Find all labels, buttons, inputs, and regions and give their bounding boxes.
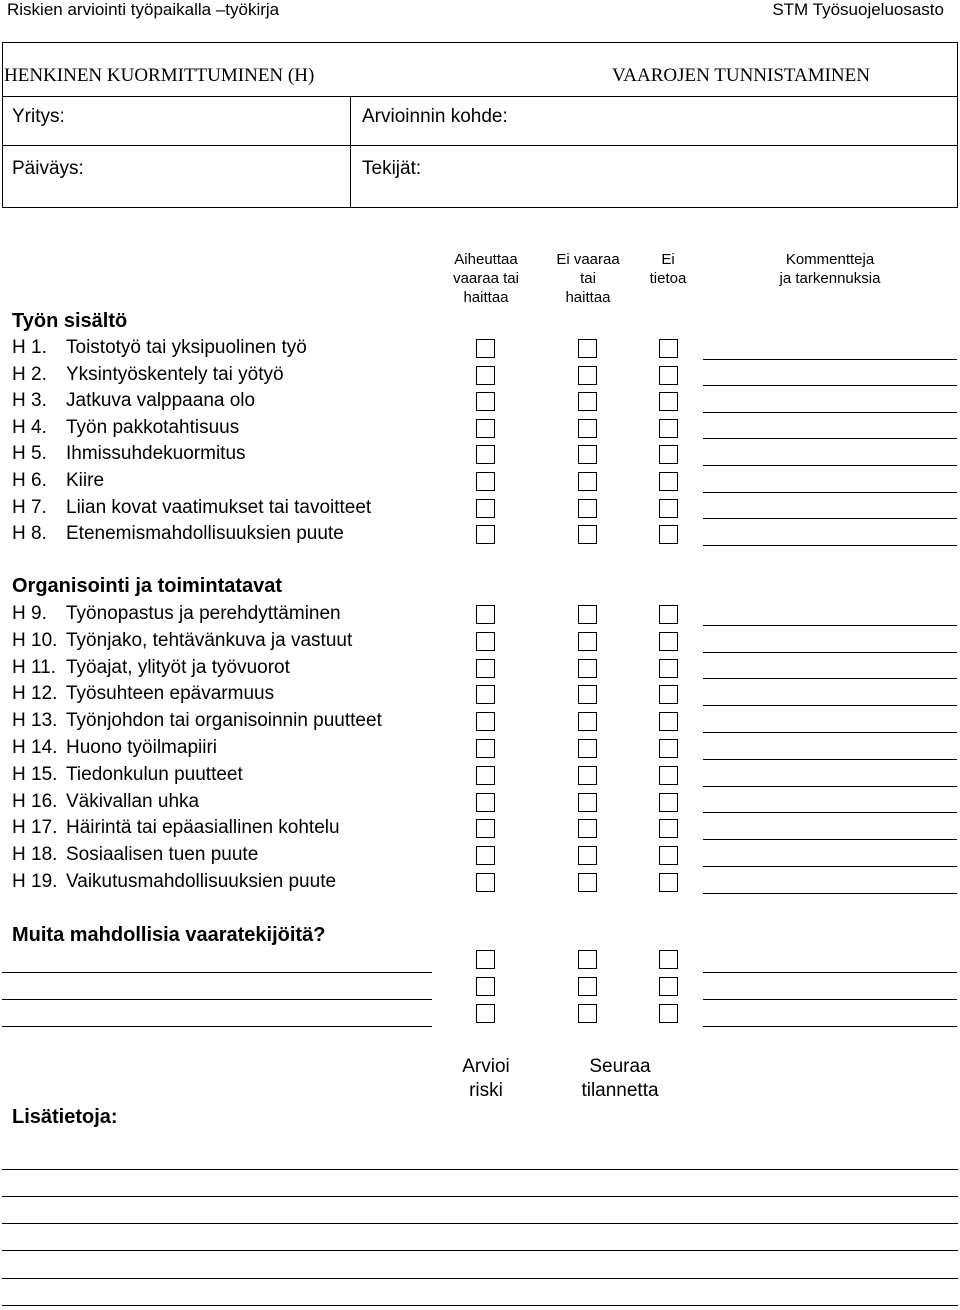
- comment-line[interactable]: [703, 385, 957, 386]
- hazard-label: Etenemismahdollisuuksien puute: [66, 523, 344, 545]
- checkbox-no-info[interactable]: [659, 793, 678, 812]
- checkbox-no-hazard[interactable]: [578, 339, 597, 358]
- checkbox-causes-hazard[interactable]: [476, 632, 495, 651]
- hazard-label: Vaikutusmahdollisuuksien puute: [66, 871, 337, 892]
- checkbox-causes-hazard[interactable]: [476, 525, 495, 544]
- authors-field[interactable]: [440, 150, 950, 202]
- checkbox-causes-hazard[interactable]: [476, 339, 495, 358]
- hazard-code: H 11.: [12, 656, 57, 678]
- hazard-row: [0, 844, 960, 871]
- checkbox-no-hazard[interactable]: [578, 766, 597, 785]
- checkbox-no-hazard[interactable]: [578, 846, 597, 865]
- checkbox-no-info[interactable]: [659, 873, 678, 892]
- checkbox-no-info[interactable]: [659, 685, 678, 704]
- hazard-label: Häirintä tai epäasiallinen kohtelu: [66, 817, 340, 839]
- checkbox-no-info[interactable]: [659, 366, 678, 385]
- checkbox-no-info[interactable]: [659, 445, 678, 464]
- section-title-organisation: Organisointi ja toimintatavat: [12, 575, 283, 597]
- hazard-code: H 5.: [12, 443, 47, 465]
- column-header-comments: Kommentteja ja tarkennuksia: [779, 251, 881, 287]
- additional-info-line[interactable]: [2, 1196, 958, 1197]
- checkbox-no-hazard[interactable]: [578, 605, 597, 624]
- column-header-no-info: Ei tietoa: [649, 251, 687, 287]
- hazard-label: Työnjohdon tai organisoinnin puutteet: [66, 710, 382, 732]
- checkbox-no-info[interactable]: [659, 419, 678, 438]
- hazard-code: H 4.: [12, 416, 47, 438]
- date-field[interactable]: [95, 150, 345, 202]
- hazard-label: Tiedonkulun puutteet: [66, 763, 243, 785]
- checkbox-causes-hazard[interactable]: [476, 739, 495, 758]
- checkbox-no-hazard[interactable]: [578, 525, 597, 544]
- comment-line[interactable]: [703, 786, 957, 787]
- hazard-label: Yksintyöskentely tai yötyö: [66, 363, 284, 385]
- checkbox-causes-hazard[interactable]: [476, 766, 495, 785]
- authors-label: Tekijät:: [362, 158, 422, 179]
- comment-line[interactable]: [703, 465, 957, 466]
- hazard-row: [0, 791, 960, 818]
- comment-line[interactable]: [703, 545, 957, 546]
- checkbox-causes-hazard[interactable]: [476, 445, 495, 464]
- comment-line[interactable]: [703, 625, 957, 626]
- checkbox-causes-hazard[interactable]: [476, 685, 495, 704]
- checkbox-no-info[interactable]: [659, 739, 678, 758]
- date-label: Päiväys:: [12, 158, 84, 179]
- hazard-code: H 10.: [12, 629, 58, 651]
- comment-line[interactable]: [703, 678, 957, 679]
- comment-line[interactable]: [703, 518, 957, 519]
- comment-line[interactable]: [703, 1026, 957, 1027]
- hazard-row: [0, 871, 960, 898]
- checkbox-no-info[interactable]: [659, 525, 678, 544]
- additional-info-line[interactable]: [2, 1305, 958, 1306]
- comment-line[interactable]: [703, 759, 957, 760]
- comment-line[interactable]: [703, 866, 957, 867]
- checkbox-no-info[interactable]: [659, 632, 678, 651]
- follow-up-header: Seuraa tilannetta: [581, 1056, 659, 1101]
- checkbox-causes-hazard[interactable]: [476, 419, 495, 438]
- hazard-code: H 16.: [12, 790, 58, 812]
- section-title-work-content: Työn sisältö: [12, 310, 128, 332]
- additional-info-line[interactable]: [2, 1169, 958, 1170]
- other-hazard-line[interactable]: [2, 1026, 432, 1027]
- additional-info-line[interactable]: [2, 1278, 958, 1279]
- comment-line[interactable]: [703, 732, 957, 733]
- comment-line[interactable]: [703, 839, 957, 840]
- checkbox-no-hazard[interactable]: [578, 685, 597, 704]
- checkbox-no-hazard[interactable]: [578, 739, 597, 758]
- hazard-code: H 8.: [12, 523, 47, 545]
- checkbox-no-hazard[interactable]: [578, 632, 597, 651]
- checkbox-no-hazard[interactable]: [578, 950, 597, 969]
- checkbox-causes-hazard[interactable]: [476, 950, 495, 969]
- checkbox-no-info[interactable]: [659, 819, 678, 838]
- hazard-label: Kiire: [66, 470, 105, 491]
- hazard-row: [0, 603, 960, 630]
- hazard-row: [0, 364, 960, 391]
- form-divider-vertical: [350, 96, 351, 208]
- checkbox-no-hazard[interactable]: [578, 499, 597, 518]
- checkbox-causes-hazard[interactable]: [476, 472, 495, 491]
- comment-line[interactable]: [703, 492, 957, 493]
- company-field[interactable]: [90, 100, 345, 140]
- checkbox-causes-hazard[interactable]: [476, 659, 495, 678]
- form-divider-mid: [2, 145, 958, 146]
- hazard-code: H 1.: [12, 337, 47, 358]
- comment-line[interactable]: [703, 412, 957, 413]
- checkbox-causes-hazard[interactable]: [476, 793, 495, 812]
- hazard-code: H 2.: [12, 363, 47, 385]
- doc-header-right: STM Työsuojeluosasto: [772, 0, 944, 19]
- hazard-row: [0, 523, 960, 550]
- hazard-label: Työsuhteen epävarmuus: [66, 683, 275, 705]
- checkbox-no-hazard[interactable]: [578, 659, 597, 678]
- checkbox-causes-hazard[interactable]: [476, 605, 495, 624]
- checkbox-no-info[interactable]: [659, 1004, 678, 1023]
- hazard-code: H 13.: [12, 710, 58, 732]
- hazard-label: Jatkuva valppaana olo: [66, 390, 256, 412]
- hazard-label: Ihmissuhdekuormitus: [66, 443, 246, 465]
- checkbox-causes-hazard[interactable]: [476, 499, 495, 518]
- checkbox-no-info[interactable]: [659, 659, 678, 678]
- hazard-code: H 6.: [12, 470, 47, 491]
- checkbox-no-info[interactable]: [659, 712, 678, 731]
- hazard-label: Väkivallan uhka: [66, 790, 200, 812]
- form-subtitle: VAAROJEN TUNNISTAMINEN: [612, 65, 870, 86]
- checkbox-no-info[interactable]: [659, 392, 678, 411]
- hazard-code: H 7.: [12, 496, 47, 518]
- hazard-row: [0, 710, 960, 737]
- hazard-row: [0, 683, 960, 710]
- column-header-no-hazard: Ei vaaraa tai haittaa: [556, 251, 620, 306]
- checkbox-causes-hazard[interactable]: [476, 873, 495, 892]
- checkbox-no-hazard[interactable]: [578, 793, 597, 812]
- hazard-row: [0, 764, 960, 791]
- other-hazards-title: Muita mahdollisia vaaratekijöitä?: [12, 924, 326, 946]
- checkbox-causes-hazard[interactable]: [476, 712, 495, 731]
- checkbox-no-hazard[interactable]: [578, 977, 597, 996]
- hazard-code: H 15.: [12, 763, 58, 785]
- other-hazard-line[interactable]: [2, 972, 432, 973]
- hazard-label: Sosiaalisen tuen puute: [66, 844, 259, 866]
- hazard-code: H 3.: [12, 390, 47, 412]
- other-hazard-line[interactable]: [2, 999, 432, 1000]
- additional-info-line[interactable]: [2, 1223, 958, 1224]
- hazard-code: H 9.: [12, 603, 47, 624]
- hazard-label: Työn pakkotahtisuus: [66, 416, 240, 438]
- hazard-label: Toistotyö tai yksipuolinen työ: [66, 337, 307, 358]
- company-label: Yritys:: [12, 106, 65, 127]
- assess-risk-header: Arvioi riski: [462, 1056, 510, 1101]
- comment-line[interactable]: [703, 652, 957, 653]
- checkbox-causes-hazard[interactable]: [476, 977, 495, 996]
- checkbox-no-hazard[interactable]: [578, 1004, 597, 1023]
- hazard-code: H 14.: [12, 737, 58, 758]
- hazard-row: [0, 443, 960, 470]
- checkbox-no-hazard[interactable]: [578, 712, 597, 731]
- hazard-code: H 12.: [12, 683, 58, 705]
- comment-line[interactable]: [703, 972, 957, 973]
- doc-header-left: Riskien arviointi työpaikalla –työkirja: [7, 0, 280, 19]
- comment-line[interactable]: [703, 893, 957, 894]
- assessment-target-field[interactable]: [530, 100, 950, 140]
- checkbox-causes-hazard[interactable]: [476, 819, 495, 838]
- hazard-row: [0, 657, 960, 684]
- comment-line[interactable]: [703, 438, 957, 439]
- form-title: HENKINEN KUORMITTUMINEN (H): [4, 65, 315, 86]
- checkbox-causes-hazard[interactable]: [476, 366, 495, 385]
- checkbox-causes-hazard[interactable]: [476, 846, 495, 865]
- hazard-row: [0, 737, 960, 764]
- assessment-target-label: Arvioinnin kohde:: [362, 106, 508, 127]
- hazard-label: Työajat, ylityöt ja työvuorot: [66, 656, 290, 678]
- hazard-code: H 17.: [12, 817, 58, 839]
- hazard-label: Liian kovat vaatimukset tai tavoitteet: [66, 496, 372, 518]
- checkbox-causes-hazard[interactable]: [476, 1004, 495, 1023]
- checkbox-no-hazard[interactable]: [578, 873, 597, 892]
- checkbox-no-hazard[interactable]: [578, 819, 597, 838]
- checkbox-no-hazard[interactable]: [578, 445, 597, 464]
- hazard-label: Työnjako, tehtävänkuva ja vastuut: [66, 629, 353, 651]
- checkbox-no-hazard[interactable]: [578, 392, 597, 411]
- hazard-row: [0, 390, 960, 417]
- hazard-row: [0, 817, 960, 844]
- checkbox-no-info[interactable]: [659, 605, 678, 624]
- comment-line[interactable]: [703, 812, 957, 813]
- hazard-label: Huono työilmapiiri: [66, 737, 218, 758]
- additional-info-line[interactable]: [2, 1250, 958, 1251]
- checkbox-no-info[interactable]: [659, 472, 678, 491]
- hazard-row: [0, 417, 960, 444]
- checkbox-no-info[interactable]: [659, 339, 678, 358]
- checkbox-causes-hazard[interactable]: [476, 392, 495, 411]
- checkbox-no-info[interactable]: [659, 977, 678, 996]
- hazard-row: [0, 630, 960, 657]
- comment-line[interactable]: [703, 705, 957, 706]
- column-header-causes-hazard: Aiheuttaa vaaraa tai haittaa: [453, 251, 519, 306]
- checkbox-no-hazard[interactable]: [578, 366, 597, 385]
- checkbox-no-hazard[interactable]: [578, 472, 597, 491]
- hazard-label: Työnopastus ja perehdyttäminen: [66, 603, 341, 624]
- hazard-code: H 19.: [12, 871, 58, 892]
- checkbox-no-info[interactable]: [659, 950, 678, 969]
- hazard-code: H 18.: [12, 844, 58, 866]
- comment-line[interactable]: [703, 999, 957, 1000]
- checkbox-no-info[interactable]: [659, 499, 678, 518]
- hazard-row: [0, 497, 960, 524]
- form-divider-top: [2, 96, 958, 97]
- checkbox-no-hazard[interactable]: [578, 419, 597, 438]
- checkbox-no-info[interactable]: [659, 766, 678, 785]
- additional-info-label: Lisätietoja:: [12, 1106, 118, 1128]
- hazard-row: [0, 337, 960, 364]
- hazard-row: [0, 470, 960, 497]
- comment-line[interactable]: [703, 359, 957, 360]
- checkbox-no-info[interactable]: [659, 846, 678, 865]
